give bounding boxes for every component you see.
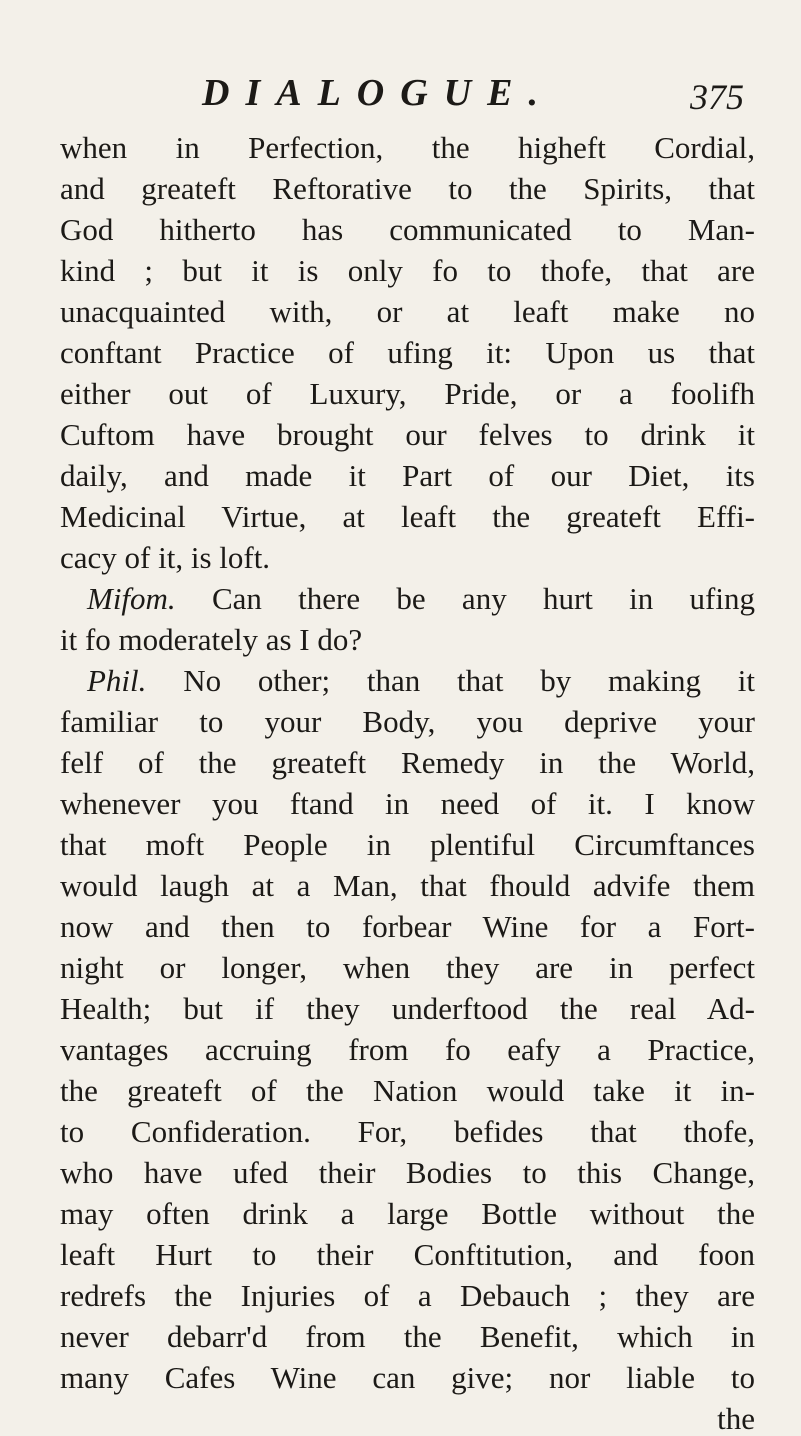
body-text bbox=[60, 127, 755, 1436]
speech-text: Can there be any hurt in ufing bbox=[211, 581, 755, 616]
text-line: it fo moderately as I do? bbox=[60, 622, 363, 657]
speech-line-phil bbox=[60, 660, 755, 701]
text-line: felf of the greateft Remedy in the World, bbox=[60, 745, 755, 780]
text-line: and greateft Reftorative to the Spirits, that bbox=[60, 171, 755, 206]
text-line: Cuftom have brought our felves to drink it bbox=[60, 417, 755, 452]
text-line: the greateft of the Nation would take it in- bbox=[60, 1073, 755, 1108]
text-line: that moft People in plentiful Circumftances bbox=[60, 827, 755, 862]
text-line: kind ; but it is only fo to thofe, that are bbox=[60, 253, 755, 288]
speaker-label-mifom: Mifom. bbox=[87, 581, 176, 616]
text-line: leaft Hurt to their Conftitution, and foon bbox=[60, 1237, 755, 1272]
catchword: the bbox=[717, 1401, 755, 1436]
text-line: who have ufed their Bodies to this Change, bbox=[60, 1155, 755, 1190]
speaker-label-phil: Phil. bbox=[87, 663, 147, 698]
text-line: to Confideration. For, befides that thofe, bbox=[60, 1114, 755, 1149]
text-line: night or longer, when they are in perfect bbox=[60, 950, 755, 985]
text-line: conftant Practice of ufing it: Upon us that bbox=[60, 335, 755, 370]
page-number: 375 bbox=[690, 77, 744, 117]
text-line: redrefs the Injuries of a Debauch ; they are bbox=[60, 1278, 755, 1313]
text-line: Health; but if they underftood the real Ad- bbox=[60, 991, 755, 1026]
text-line: when in Perfection, the higheft Cordial, bbox=[60, 130, 755, 165]
speech-text: No other; than that by making it bbox=[183, 663, 756, 698]
running-head bbox=[0, 70, 801, 120]
text-line: never debarr'd from the Benefit, which in bbox=[60, 1319, 755, 1354]
text-line: many Cafes Wine can give; nor liable to bbox=[60, 1360, 755, 1395]
text-line: daily, and made it Part of our Diet, its bbox=[60, 458, 755, 493]
text-line: cacy of it, is loft. bbox=[60, 540, 271, 575]
text-line: now and then to forbear Wine for a Fort- bbox=[60, 909, 755, 944]
text-line: would laugh at a Man, that fhould advife them bbox=[60, 868, 755, 903]
text-line: vantages accruing from fo eafy a Practice, bbox=[60, 1032, 755, 1067]
speech-line-mifom bbox=[60, 578, 755, 619]
text-line: Medicinal Virtue, at leaft the greateft Effi- bbox=[60, 499, 755, 534]
text-line: either out of Luxury, Pride, or a foolifh bbox=[60, 376, 755, 411]
text-line: God hitherto has communicated to Man- bbox=[60, 212, 755, 247]
text-line: may often drink a large Bottle without the bbox=[60, 1196, 755, 1231]
text-line: whenever you ftand in need of it. I know bbox=[60, 786, 755, 821]
running-title: DIALOGUE. bbox=[202, 72, 554, 114]
text-line: unacquainted with, or at leaft make no bbox=[60, 294, 755, 329]
text-line: familiar to your Body, you deprive your bbox=[60, 704, 755, 739]
